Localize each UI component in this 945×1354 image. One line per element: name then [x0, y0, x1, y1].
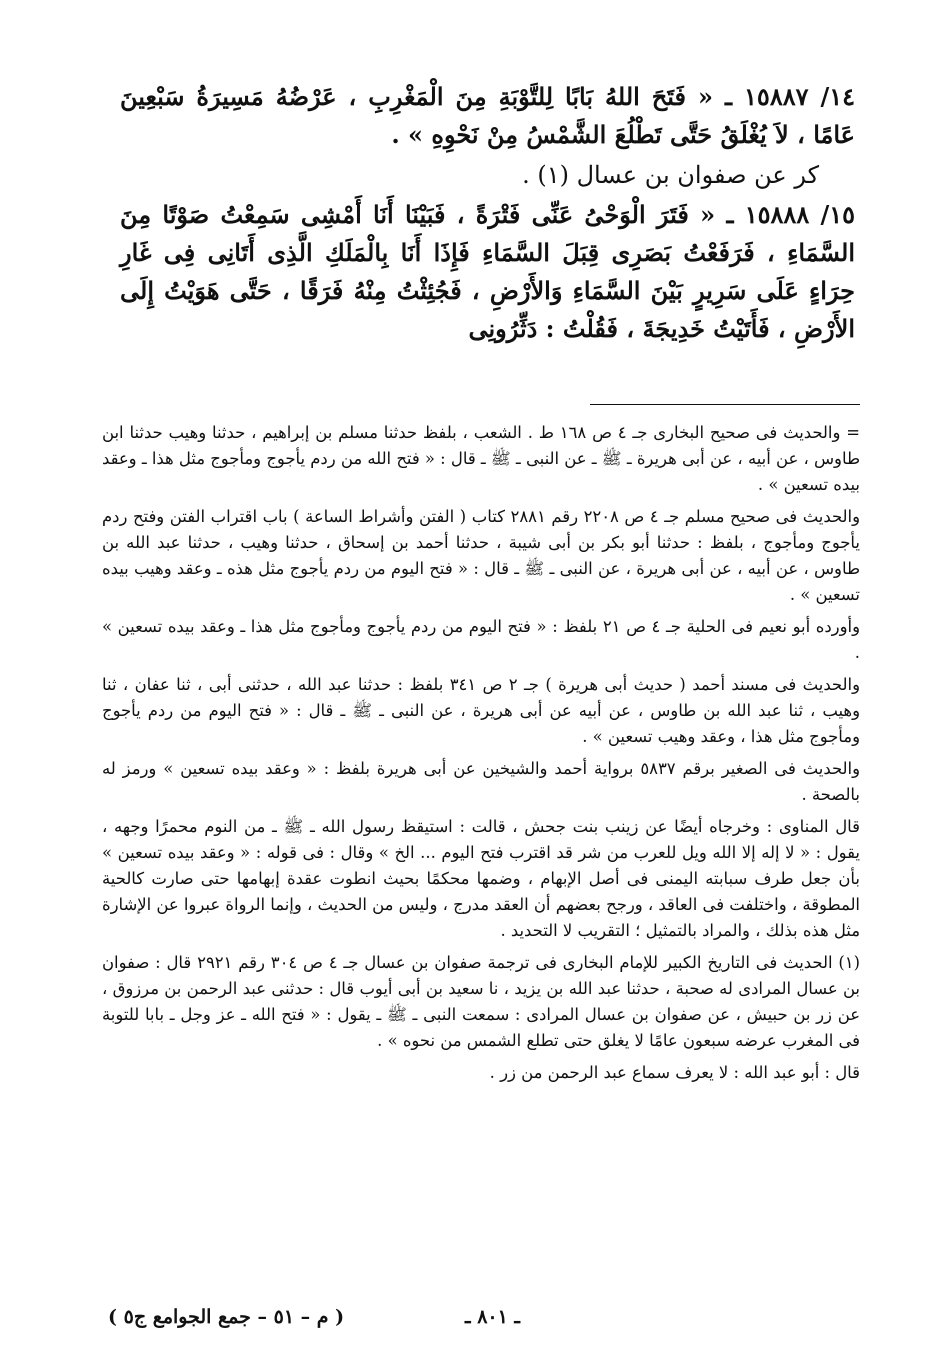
note-paragraph: قال المناوى : وخرجاه أيضًا عن زينب بنت جحش ، قالت : استيقظ رسول الله ـ ﷺ ـ من النوم محمرًا وجهه ، يقول : « لا إله إلا الله ويل للعرب من شر قد اقترب فتح اليوم ... الخ » وقال : فى قوله : « وعقد بيده تسعين » بأن جعل طرف سبابته اليمنى فى أصل الإبهام ، وضمها محكمًا بحيث انطوت عقدة إبهامها حتى صارت كالحية المطوقة ، واختلفت فى العاقد ، ورجح بعضهم أن العقد مدرج ، وليس من الحديث ، وإنما الرواة عبروا عن الإشارة مثل هذه بذلك ، والمراد بالتمثيل ؛ التقريب لا التحديد .	[102, 817, 860, 940]
hadith-main-text	[120, 78, 855, 350]
note-paragraph: والحديث فى الصغير برقم ٥٨٣٧ برواية أحمد والشيخين عن أبى هريرة بلفظ : « وعقد بيده تسعين » ورمز له بالصحة .	[102, 759, 860, 804]
footnotes-section	[102, 420, 860, 1092]
page-footer	[0, 1306, 945, 1336]
hadith-text: « فَتَرَ الْوَحْىُ عَنِّى فَتْرَةً ، فَبَيْنَا أَنَا أَمْشِى سَمِعْتُ صَوْتًا مِنَ السَّمَاءِ ، فَرَفَعْتُ بَصَرِى قِبَلَ السَّمَاءِ فَإِذَا أَنَا بِالْمَلَكِ الَّذِى أَتَانِى فِى غَارِ حِرَاءٍ عَلَى سَرِيرٍ بَيْنَ السَّمَاءِ وَالأَرْضِ ، فَجُئِثْتُ مِنْهُ فَرَقًا ، حَتَّى هَوَيْتُ إِلَى الأَرْضِ ، فَأَتَيْتُ خَدِيجَةَ ، فَقُلْتُ : دَثِّرُونِى	[120, 200, 855, 343]
hadith-source: كر عن صفوان بن عسال (١) .	[522, 161, 819, 189]
footnote-divider	[590, 404, 860, 405]
note-paragraph: = والحديث فى صحيح البخارى جـ ٤ ص ١٦٨ ط . الشعب ، بلفظ حدثنا مسلم بن إبراهيم ، حدثنا وهيب حدثنا ابن طاوس ، عن أبيه ، عن أبى هريرة ـ ﷺ ـ عن النبى ـ ﷺ ـ قال : « فتح الله من ردم يأجوج ومأجوج مثل هذا ـ وعقد بيده تسعين » .	[102, 423, 860, 494]
hadith-number: ١٤/ ١٥٨٨٧ ـ	[725, 82, 856, 111]
footnote-1-tail: قال : أبو عبد الله : لا يعرف سماع عبد الرحمن من زر .	[489, 1063, 860, 1082]
hadith-entry	[120, 196, 855, 348]
hadith-entry	[120, 78, 855, 154]
hadith-text: « فَتَحَ اللهُ بَابًا لِلتَّوْبَةِ مِنَ الْمَغْرِبِ ، عَرْضُهُ مَسِيرَةُ سَبْعِينَ عَامًا ، لاَ يُغْلَقُ حَتَّى تَطْلُعَ الشَّمْسُ مِنْ نَحْوِهِ » .	[120, 82, 855, 149]
hadith-number: ١٥/ ١٥٨٨٨ ـ	[726, 200, 856, 229]
note-paragraph: والحديث فى صحيح مسلم جـ ٤ ص ٢٢٠٨ رقم ٢٨٨١ كتاب ( الفتن وأشراط الساعة ) باب اقتراب الفتن وفتح ردم يأجوج ومأجوج ، بلفظ : حدثنا أبو بكر بن أبى شيبة ، حدثنا أحمد بن إسحاق ، حدثنا وهيب ، حدثنا عبد الله بن طاوس ، عن أبيه ، عن أبى هريرة ، عن النبى ـ ﷺ ـ قال : « فتح اليوم من ردم يأجوج مثل هذه ـ وعقد وهيب بيده تسعين » .	[102, 507, 860, 604]
page-number: ـ ٨٠١ ـ	[465, 1306, 520, 1328]
signature-mark: ( م – ٥١ – جمع الجوامع ج٥ )	[108, 1306, 345, 1328]
footnote-1: (١) الحديث فى التاريخ الكبير للإمام البخارى فى ترجمة صفوان بن عسال جـ ٤ ص ٣٠٤ رقم ٢٩٢١ قال : صفوان بن عسال المرادى له صحبة ، حدثنا عبد الله بن يزيد ، نا سعيد بن أبى أيوب قال : حدثنى عبد الرحمن بن مرزوق ، عن زر بن حبيش ، عن صفوان بن عسال المرادى : سمعت النبى ـ ﷺ ـ يقول : « فتح الله ـ عز وجل ـ بابا للتوبة فى المغرب عرضه سبعون عامًا لا يغلق حتى تطلع الشمس من نحوه » .	[102, 953, 860, 1050]
note-paragraph: وأورده أبو نعيم فى الحلية جـ ٤ ص ٢١ بلفظ : « فتح اليوم من ردم يأجوج ومأجوج مثل هذا ـ وعقد بيده تسعين » .	[102, 617, 860, 662]
note-paragraph: والحديث فى مسند أحمد ( حديث أبى هريرة ) جـ ٢ ص ٣٤١ بلفظ : حدثنا عبد الله ، حدثنى أبى ، ثنا عفان ، ثنا وهيب ، ثنا عبد الله بن طاوس ، عن أبيه عن أبى هريرة ، عن النبى ـ ﷺ ـ قال : « فتح اليوم من ردم يأجوج ومأجوج مثل هذا ، وعقد وهيب تسعين » .	[102, 675, 860, 746]
